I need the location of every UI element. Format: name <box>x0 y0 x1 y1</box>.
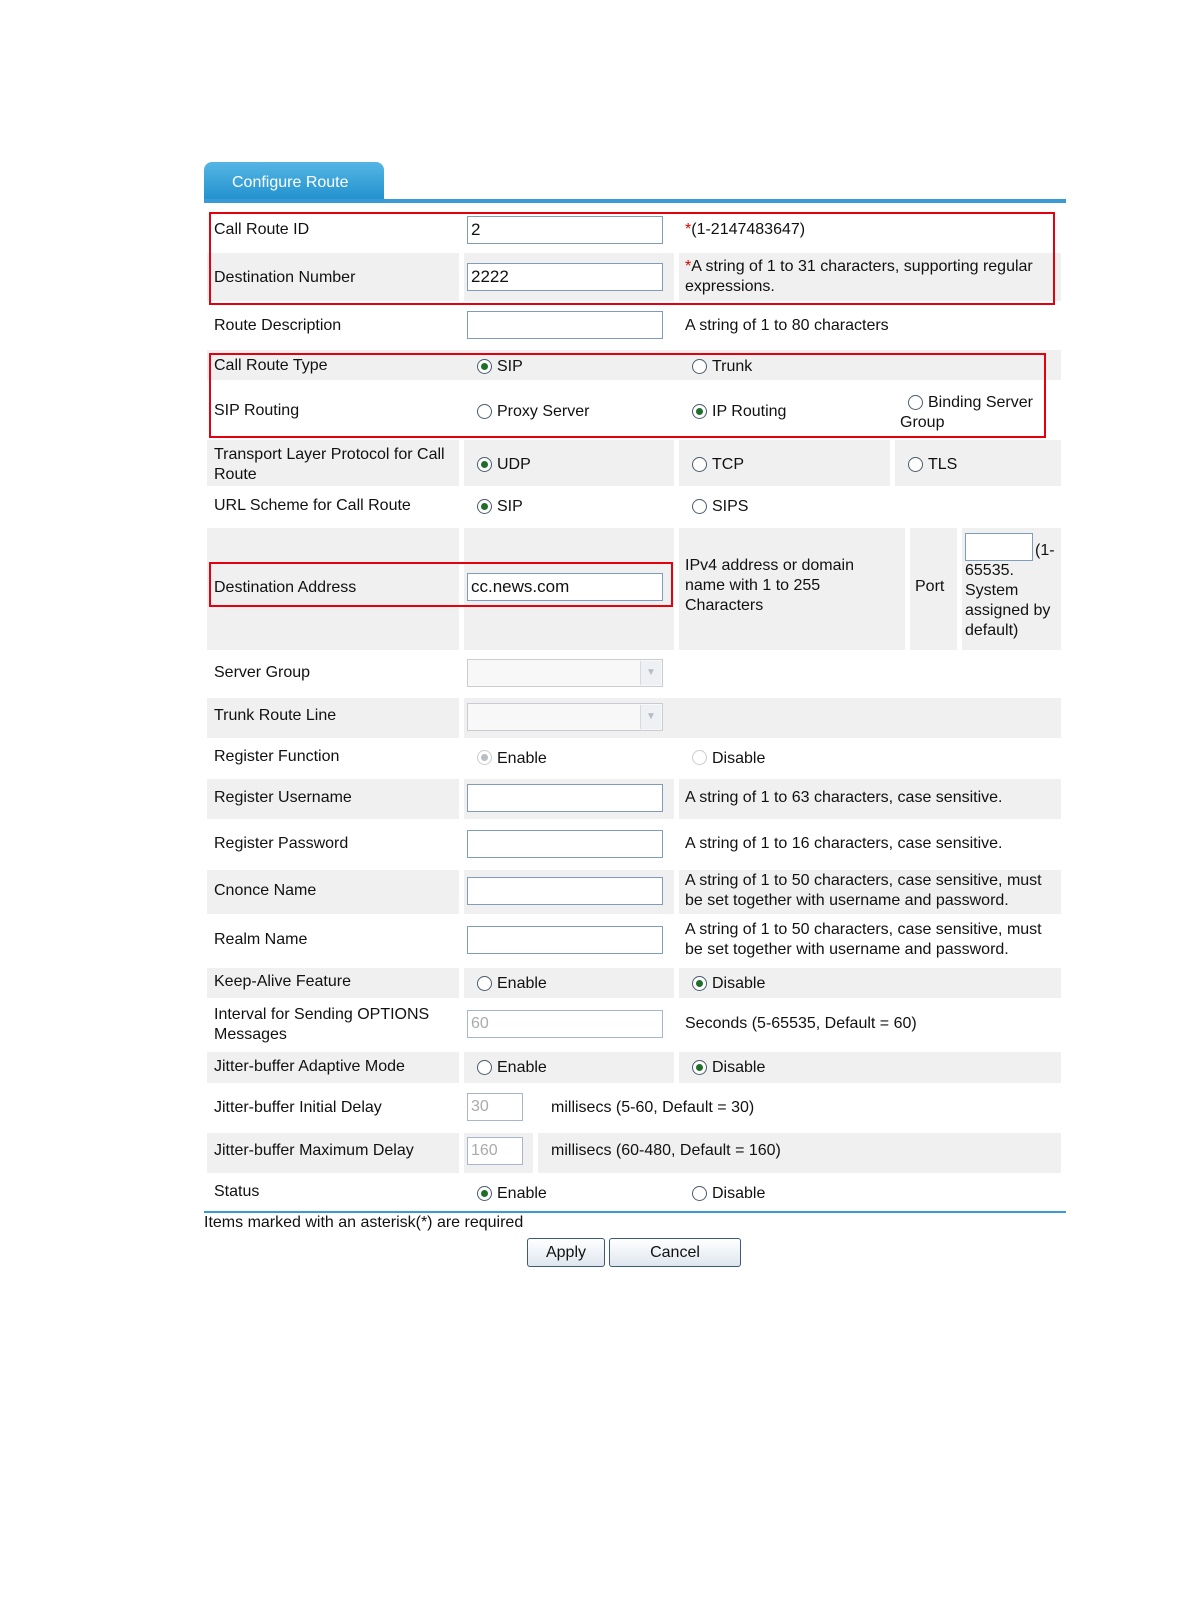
keep-alive-enable-label: Enable <box>497 975 547 992</box>
url-scheme-label: URL Scheme for Call Route <box>214 497 411 514</box>
register-disable-radio[interactable] <box>692 750 707 765</box>
register-disable-label: Disable <box>712 750 766 767</box>
transport-tls-label: TLS <box>928 456 958 473</box>
col-sep <box>459 1133 464 1173</box>
col-sep <box>459 779 464 819</box>
register-password-hint: A string of 1 to 16 characters, case sensitive. <box>685 835 1003 852</box>
jitter-initial-hint: millisecs (5-60, Default = 30) <box>551 1099 755 1116</box>
transport-tcp-radio[interactable] <box>692 457 707 472</box>
trunk-route-line-select[interactable] <box>467 703 663 731</box>
transport-udp-label: UDP <box>497 456 531 473</box>
col-sep <box>459 870 464 914</box>
col-sep <box>533 1133 538 1173</box>
keep-alive-label: Keep-Alive Feature <box>214 973 351 990</box>
destination-address-input[interactable]: cc.news.com <box>467 573 663 601</box>
highlight-box-route-type <box>209 353 1046 438</box>
transport-tcp-label: TCP <box>712 456 744 473</box>
call-route-id-input[interactable]: 2 <box>467 216 663 244</box>
call-route-id-hint: *(1-2147483647) <box>685 221 806 238</box>
jitter-initial-label: Jitter-buffer Initial Delay <box>214 1099 382 1116</box>
col-sep <box>674 440 679 486</box>
server-group-label: Server Group <box>214 664 311 681</box>
status-label: Status <box>214 1183 260 1200</box>
transport-tls-radio[interactable] <box>908 457 923 472</box>
destination-address-label: Destination Address <box>214 579 357 596</box>
realm-name-label: Realm Name <box>214 931 308 948</box>
route-description-label: Route Description <box>214 317 342 334</box>
url-scheme-sip-radio[interactable] <box>477 499 492 514</box>
call-route-type-trunk-label: Trunk <box>712 358 753 375</box>
keep-alive-disable-label: Disable <box>712 975 766 992</box>
route-description-hint: A string of 1 to 80 characters <box>685 317 889 334</box>
cnonce-name-label: Cnonce Name <box>214 882 317 899</box>
jitter-adaptive-disable-radio[interactable] <box>692 1060 707 1075</box>
col-sep <box>674 779 679 819</box>
keep-alive-enable-radio[interactable] <box>477 976 492 991</box>
call-route-type-label: Call Route Type <box>214 357 328 374</box>
register-enable-label: Enable <box>497 750 547 767</box>
destination-number-input[interactable]: 2222 <box>467 263 663 291</box>
status-disable-label: Disable <box>712 1185 766 1202</box>
col-sep <box>459 440 464 486</box>
chevron-down-icon[interactable]: ▼ <box>640 661 661 685</box>
keep-alive-disable-radio[interactable] <box>692 976 707 991</box>
sip-routing-label: SIP Routing <box>214 402 300 419</box>
trunk-route-line-label: Trunk Route Line <box>214 707 337 724</box>
register-enable-radio[interactable] <box>477 750 492 765</box>
col-sep <box>459 968 464 998</box>
call-route-id-label: Call Route ID <box>214 221 310 238</box>
sip-routing-ip-label: IP Routing <box>712 403 787 420</box>
transport-protocol-label: Transport Layer Protocol for Call Route <box>214 446 445 483</box>
highlight-box-id-number <box>209 212 1055 305</box>
col-sep <box>890 440 895 486</box>
register-username-hint: A string of 1 to 63 characters, case sensitive. <box>685 789 1003 806</box>
destination-address-hint: IPv4 address or domain name with 1 to 255 Characters <box>685 557 854 614</box>
jitter-max-hint: millisecs (60-480, Default = 160) <box>551 1142 781 1159</box>
apply-button[interactable]: Apply <box>527 1238 605 1267</box>
register-password-label: Register Password <box>214 835 349 852</box>
url-scheme-sips-radio[interactable] <box>692 499 707 514</box>
realm-name-hint: A string of 1 to 50 characters, case sensitive, must be set together with username and password. <box>685 921 1042 958</box>
col-sep <box>674 870 679 914</box>
col-sep <box>459 1052 464 1083</box>
cnonce-name-hint: A string of 1 to 50 characters, case sensitive, must be set together with username and password. <box>685 872 1042 909</box>
port-label: Port <box>915 578 945 595</box>
col-sep <box>674 1052 679 1083</box>
transport-udp-radio[interactable] <box>477 457 492 472</box>
col-sep <box>674 968 679 998</box>
call-route-type-sip-label: SIP <box>497 358 523 375</box>
register-username-input[interactable] <box>467 784 663 812</box>
route-description-input[interactable] <box>467 311 663 339</box>
jitter-max-input[interactable]: 160 <box>467 1137 523 1165</box>
required-note: Items marked with an asterisk(*) are required <box>204 1214 524 1231</box>
options-interval-hint: Seconds (5-65535, Default = 60) <box>685 1015 917 1032</box>
tab-configure-route[interactable]: Configure Route <box>204 162 384 202</box>
sip-routing-binding-label: Binding Server Group <box>900 394 1033 431</box>
cnonce-name-input[interactable] <box>467 877 663 905</box>
url-scheme-sips-label: SIPS <box>712 498 749 515</box>
cancel-button[interactable]: Cancel <box>609 1238 741 1267</box>
sip-routing-proxy-label: Proxy Server <box>497 403 590 420</box>
col-sep <box>459 698 464 738</box>
url-scheme-sip-label: SIP <box>497 498 523 515</box>
destination-number-label: Destination Number <box>214 269 356 286</box>
chevron-down-icon[interactable]: ▼ <box>640 705 661 729</box>
realm-name-input[interactable] <box>467 926 663 954</box>
register-function-label: Register Function <box>214 748 340 765</box>
highlight-box-destination-address <box>209 562 673 607</box>
destination-number-hint: *A string of 1 to 31 characters, supporting regular expressions. <box>685 258 1033 295</box>
status-enable-radio[interactable] <box>477 1186 492 1201</box>
port-hint: (1-65535. System assigned by default) <box>965 542 1055 639</box>
register-username-label: Register Username <box>214 789 352 806</box>
jitter-adaptive-label: Jitter-buffer Adaptive Mode <box>214 1058 405 1075</box>
jitter-adaptive-disable-label: Disable <box>712 1059 766 1076</box>
options-interval-label: Interval for Sending OPTIONS Messages <box>214 1006 430 1043</box>
register-password-input[interactable] <box>467 830 663 858</box>
jitter-adaptive-enable-label: Enable <box>497 1059 547 1076</box>
tab-underline <box>204 199 1066 203</box>
server-group-select[interactable] <box>467 659 663 687</box>
status-disable-radio[interactable] <box>692 1186 707 1201</box>
status-enable-label: Enable <box>497 1185 547 1202</box>
options-interval-input[interactable]: 60 <box>467 1010 663 1038</box>
jitter-initial-input[interactable]: 30 <box>467 1093 523 1121</box>
jitter-adaptive-enable-radio[interactable] <box>477 1060 492 1075</box>
jitter-max-label: Jitter-buffer Maximum Delay <box>214 1142 414 1159</box>
